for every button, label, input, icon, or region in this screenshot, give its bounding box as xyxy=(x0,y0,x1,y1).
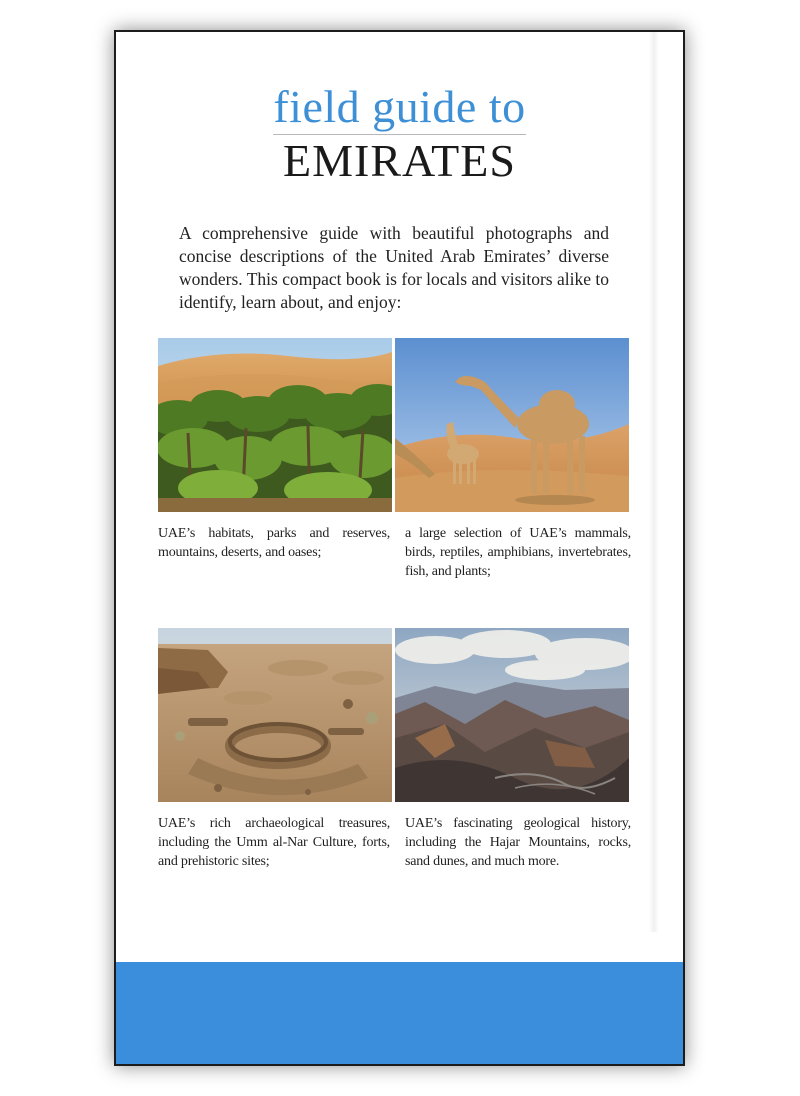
caption-geology: UAE’s fascinating geological history, including the Hajar Mountains, rocks, sand dunes, and much more. xyxy=(405,816,631,869)
caption-habitats: UAE’s habitats, parks and reserves, mountains, deserts, and oases; xyxy=(158,526,390,560)
caption-archaeology: UAE’s rich archaeological treasures, including the Umm al-Nar Culture, forts, and prehistoric sites; xyxy=(158,816,390,869)
title-block xyxy=(116,81,683,186)
title-field-guide: field guide to xyxy=(273,84,525,135)
oasis-photo xyxy=(158,338,392,512)
title-emirates: EMIRATES xyxy=(283,135,516,186)
book-back-cover xyxy=(114,30,685,1066)
intro-paragraph: A comprehensive guide with beautiful photographs and concise descriptions of the United Arab Emirates’ diverse wonders. This compact book is for locals and visitors alike to identify, learn about, and enjoy: xyxy=(179,223,609,312)
camels-photo xyxy=(395,338,629,512)
bottom-blue-band xyxy=(116,962,683,1064)
mountains-photo xyxy=(395,628,629,802)
caption-wildlife: a large selection of UAE’s mammals, birds, reptiles, amphibians, invertebrates, fish, and plants; xyxy=(405,526,631,579)
archaeology-photo xyxy=(158,628,392,802)
